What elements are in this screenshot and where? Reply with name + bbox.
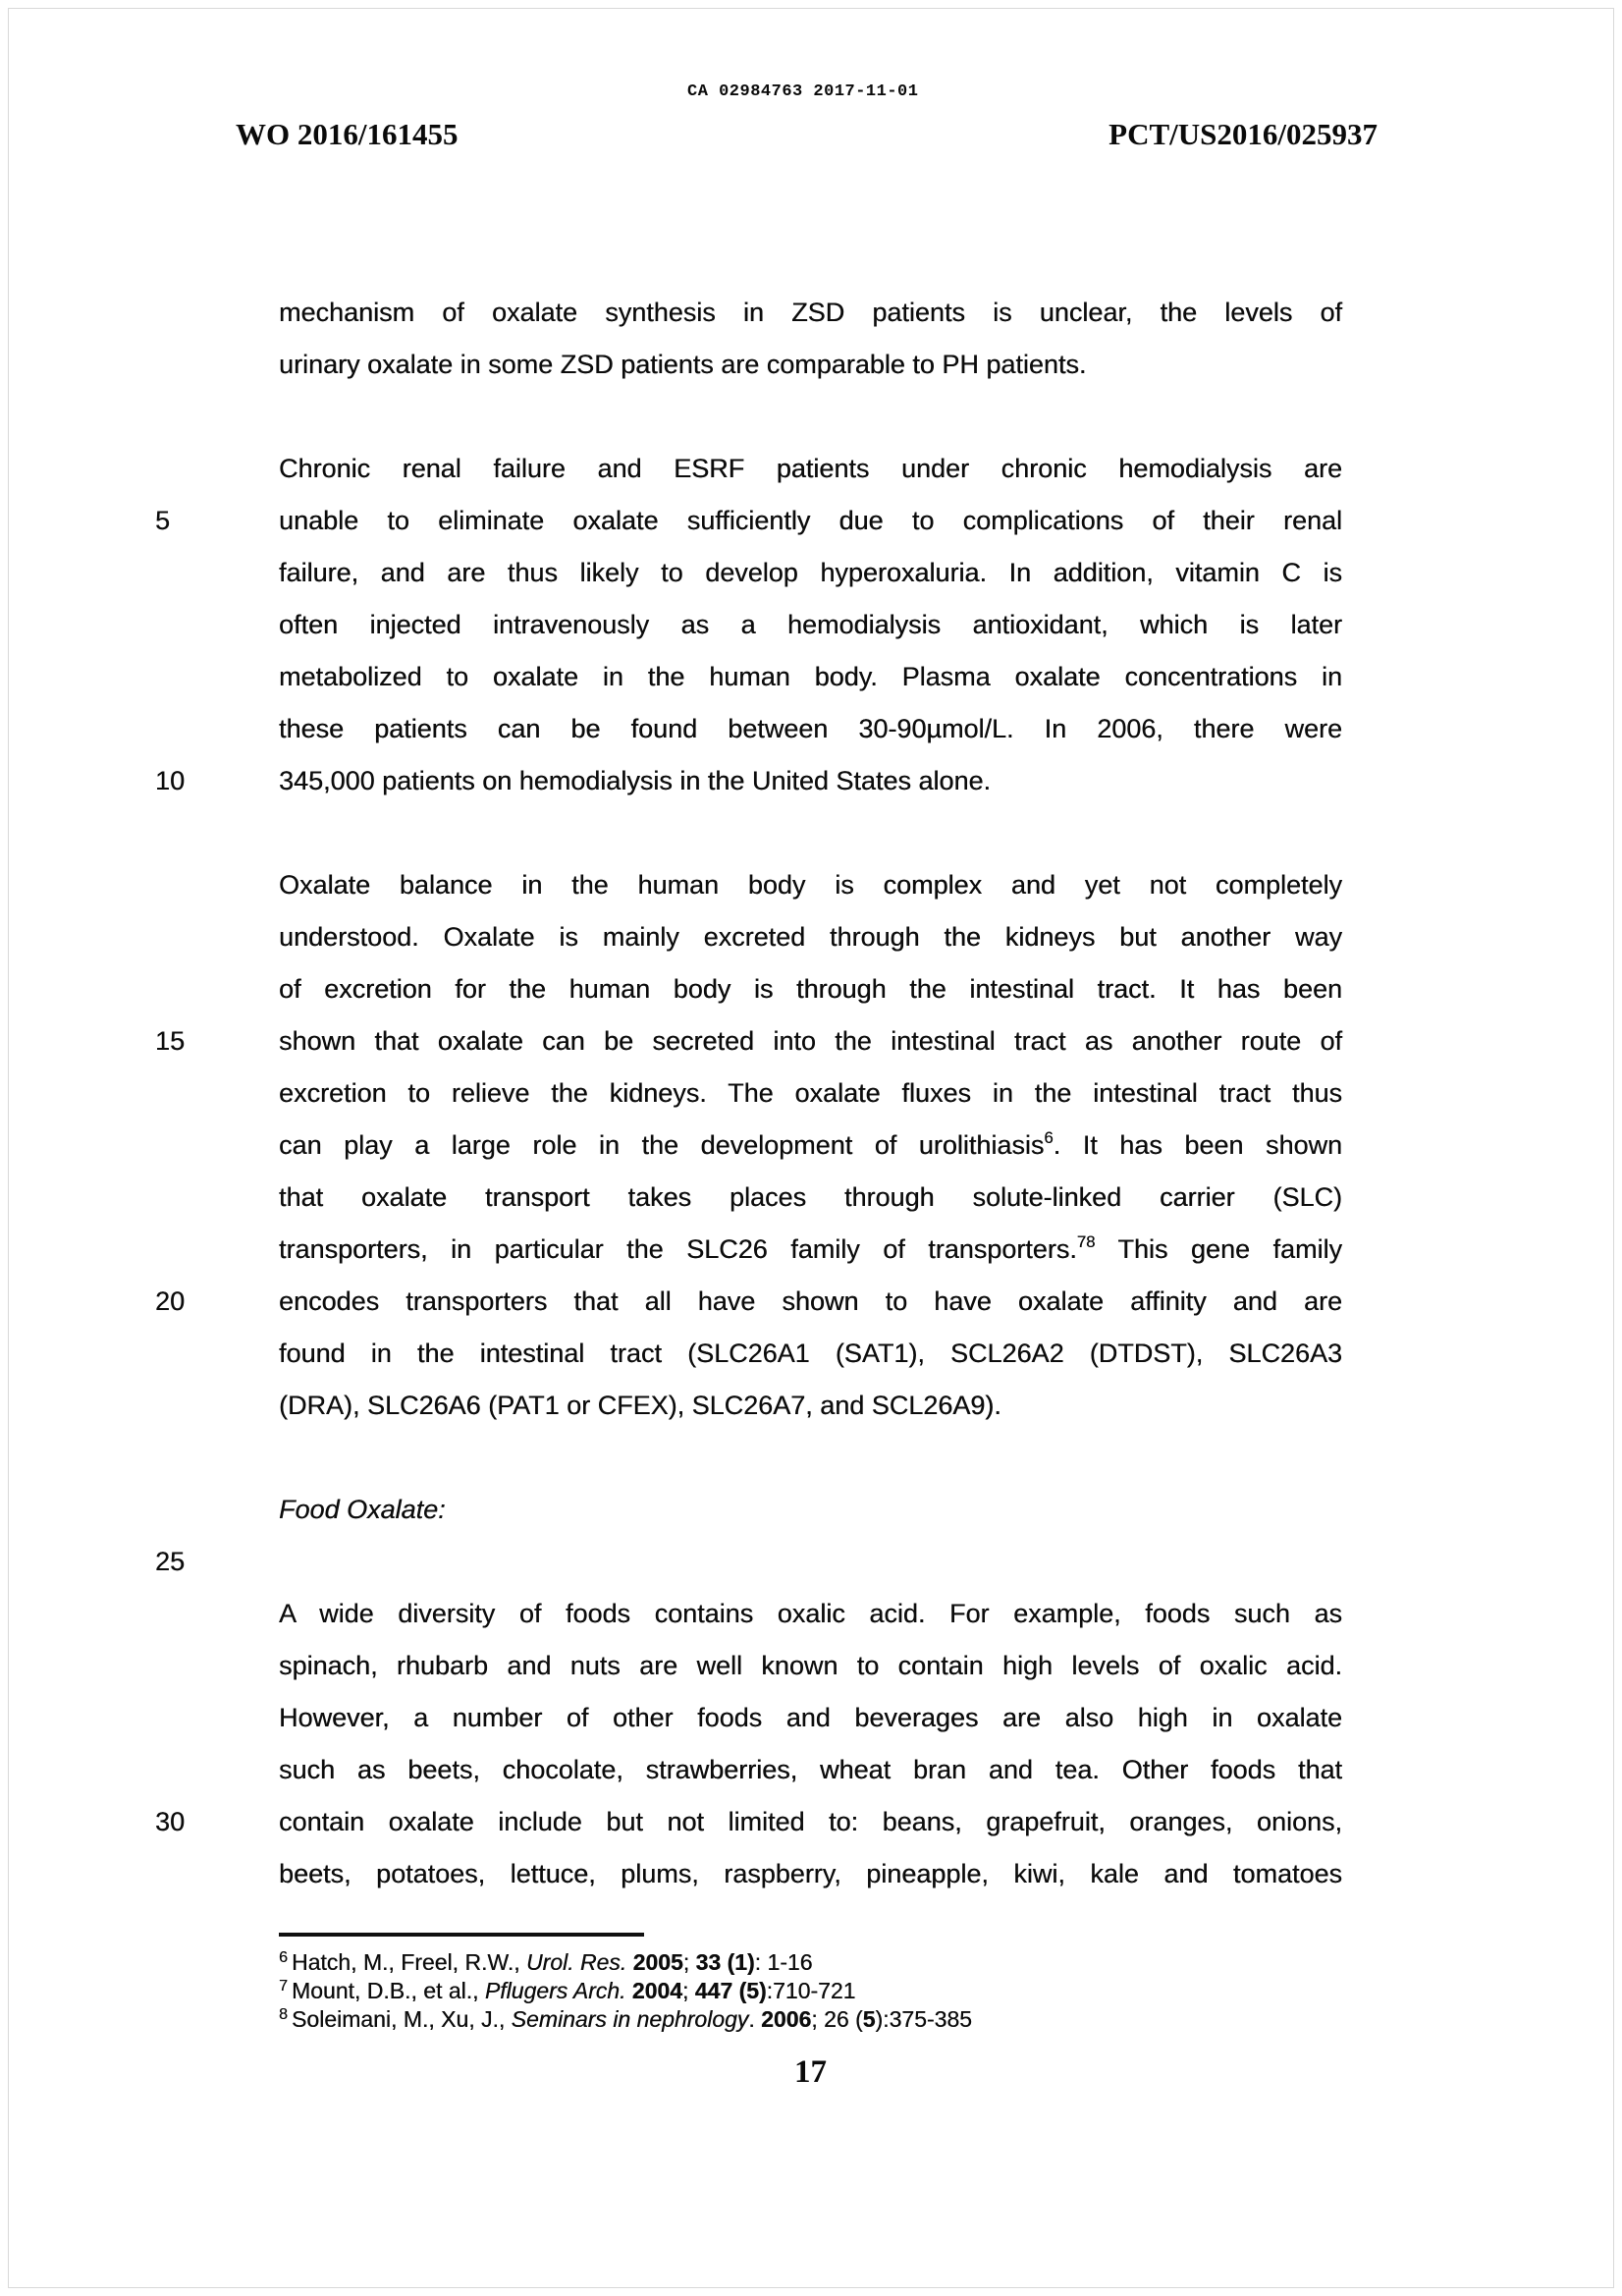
text-line: can play a large role in the development of urolithiasis$^6$. It has been shown: [279, 1128, 1342, 1160]
text-line: understood. Oxalate is mainly excreted through the kidneys but another way: [279, 922, 1342, 952]
footnote: $^8$ Soleimani, M., Xu, J., Seminars in nephrology. 2006; 26 (5):375-385: [279, 2005, 972, 2032]
footnote-marker: 7: [279, 1977, 288, 1995]
line-number: 10: [155, 766, 186, 795]
text-line: A wide diversity of foods contains oxalic acid. For example, foods such as: [279, 1599, 1342, 1628]
line-number: 15: [155, 1026, 186, 1056]
text-line: these patients can be found between 30-90µmol/L. In 2006, there were: [279, 714, 1342, 743]
line-number: 30: [155, 1807, 186, 1836]
text-line: beets, potatoes, lettuce, plums, raspberry, pineapple, kiwi, kale and tomatoes: [279, 1859, 1342, 1888]
paragraph: [155, 1588, 1342, 1900]
line-number: 5: [155, 506, 171, 535]
text-line: metabolized to oxalate in the human body. Plasma oxalate concentrations in: [279, 662, 1342, 691]
application-number: PCT/US2016/025937: [1108, 117, 1378, 151]
line-number: 20: [155, 1286, 186, 1316]
text-line: mechanism of oxalate synthesis in ZSD patients is unclear, the levels of: [279, 298, 1342, 327]
footnote-marker: 8: [279, 2005, 288, 2023]
text-line: [155, 1536, 1342, 1588]
text-line: often injected intravenously as a hemodialysis antioxidant, which is later: [279, 610, 1342, 639]
footnotes: [279, 1948, 1342, 2034]
footnote-marker: 6: [279, 1948, 288, 1966]
text-line: contain oxalate include but not limited to: beans, grapefruit, oranges, onions, 30: [279, 1796, 1342, 1848]
text-line: transporters, in particular the SLC26 family of transporters.$^{78}$ This gene family: [279, 1232, 1342, 1264]
text-line: unable to eliminate oxalate sufficiently due to complications of their renal 5: [279, 495, 1342, 547]
footnote-separator: [279, 1933, 644, 1937]
body-text: [155, 287, 1342, 1900]
text-line: However, a number of other foods and beverages are also high in oxalate: [279, 1703, 1342, 1732]
text-line: 345,000 patients on hemodialysis in the United States alone. 10: [279, 755, 1342, 807]
line-number: 25: [155, 1547, 186, 1576]
line-spacer: [155, 1536, 1342, 1588]
text-line: failure, and are thus likely to develop hyperoxaluria. In addition, vitamin C is: [279, 558, 1342, 587]
paragraph: [155, 859, 1342, 1432]
text-line: Oxalate balance in the human body is complex and yet not completely: [279, 870, 1342, 900]
text-line: encodes transporters that all have shown to have oxalate affinity and are 20: [279, 1276, 1342, 1328]
text-line: such as beets, chocolate, strawberries, wheat bran and tea. Other foods that: [279, 1755, 1342, 1784]
footnote: $^6$ Hatch, M., Freel, R.W., Urol. Res. 2005; 33 (1): 1-16: [279, 1948, 813, 1975]
text-line: urinary oxalate in some ZSD patients are comparable to PH patients.: [279, 350, 1087, 379]
text-line: Food Oxalate:: [279, 1495, 446, 1524]
text-line: shown that oxalate can be secreted into the intestinal tract as another route of 15: [279, 1015, 1342, 1067]
publication-number: WO 2016/161455: [236, 117, 459, 151]
text-line: excretion to relieve the kidneys. The oxalate fluxes in the intestinal tract thus: [279, 1078, 1342, 1108]
text-line: that oxalate transport takes places through solute-linked carrier (SLC): [279, 1182, 1342, 1212]
footnote: $^7$ Mount, D.B., et al., Pflugers Arch. 2004; 447 (5):710-721: [279, 1977, 856, 2003]
text-line: Chronic renal failure and ESRF patients under chronic hemodialysis are: [279, 454, 1342, 483]
text-line: (DRA), SLC26A6 (PAT1 or CFEX), SLC26A7, and SCL26A9).: [279, 1391, 1001, 1420]
section-heading: [279, 1484, 1342, 1536]
header-stamp: CA 02984763 2017-11-01: [687, 82, 919, 101]
text-line: found in the intestinal tract (SLC26A1 (SAT1), SCL26A2 (DTDST), SLC26A3: [279, 1339, 1342, 1368]
paragraph: [279, 287, 1342, 391]
page-number: 17: [794, 2054, 827, 2090]
text-line: of excretion for the human body is through the intestinal tract. It has been: [279, 974, 1342, 1004]
paragraph: [155, 443, 1342, 807]
text-line: spinach, rhubarb and nuts are well known to contain high levels of oxalic acid.: [279, 1651, 1342, 1680]
